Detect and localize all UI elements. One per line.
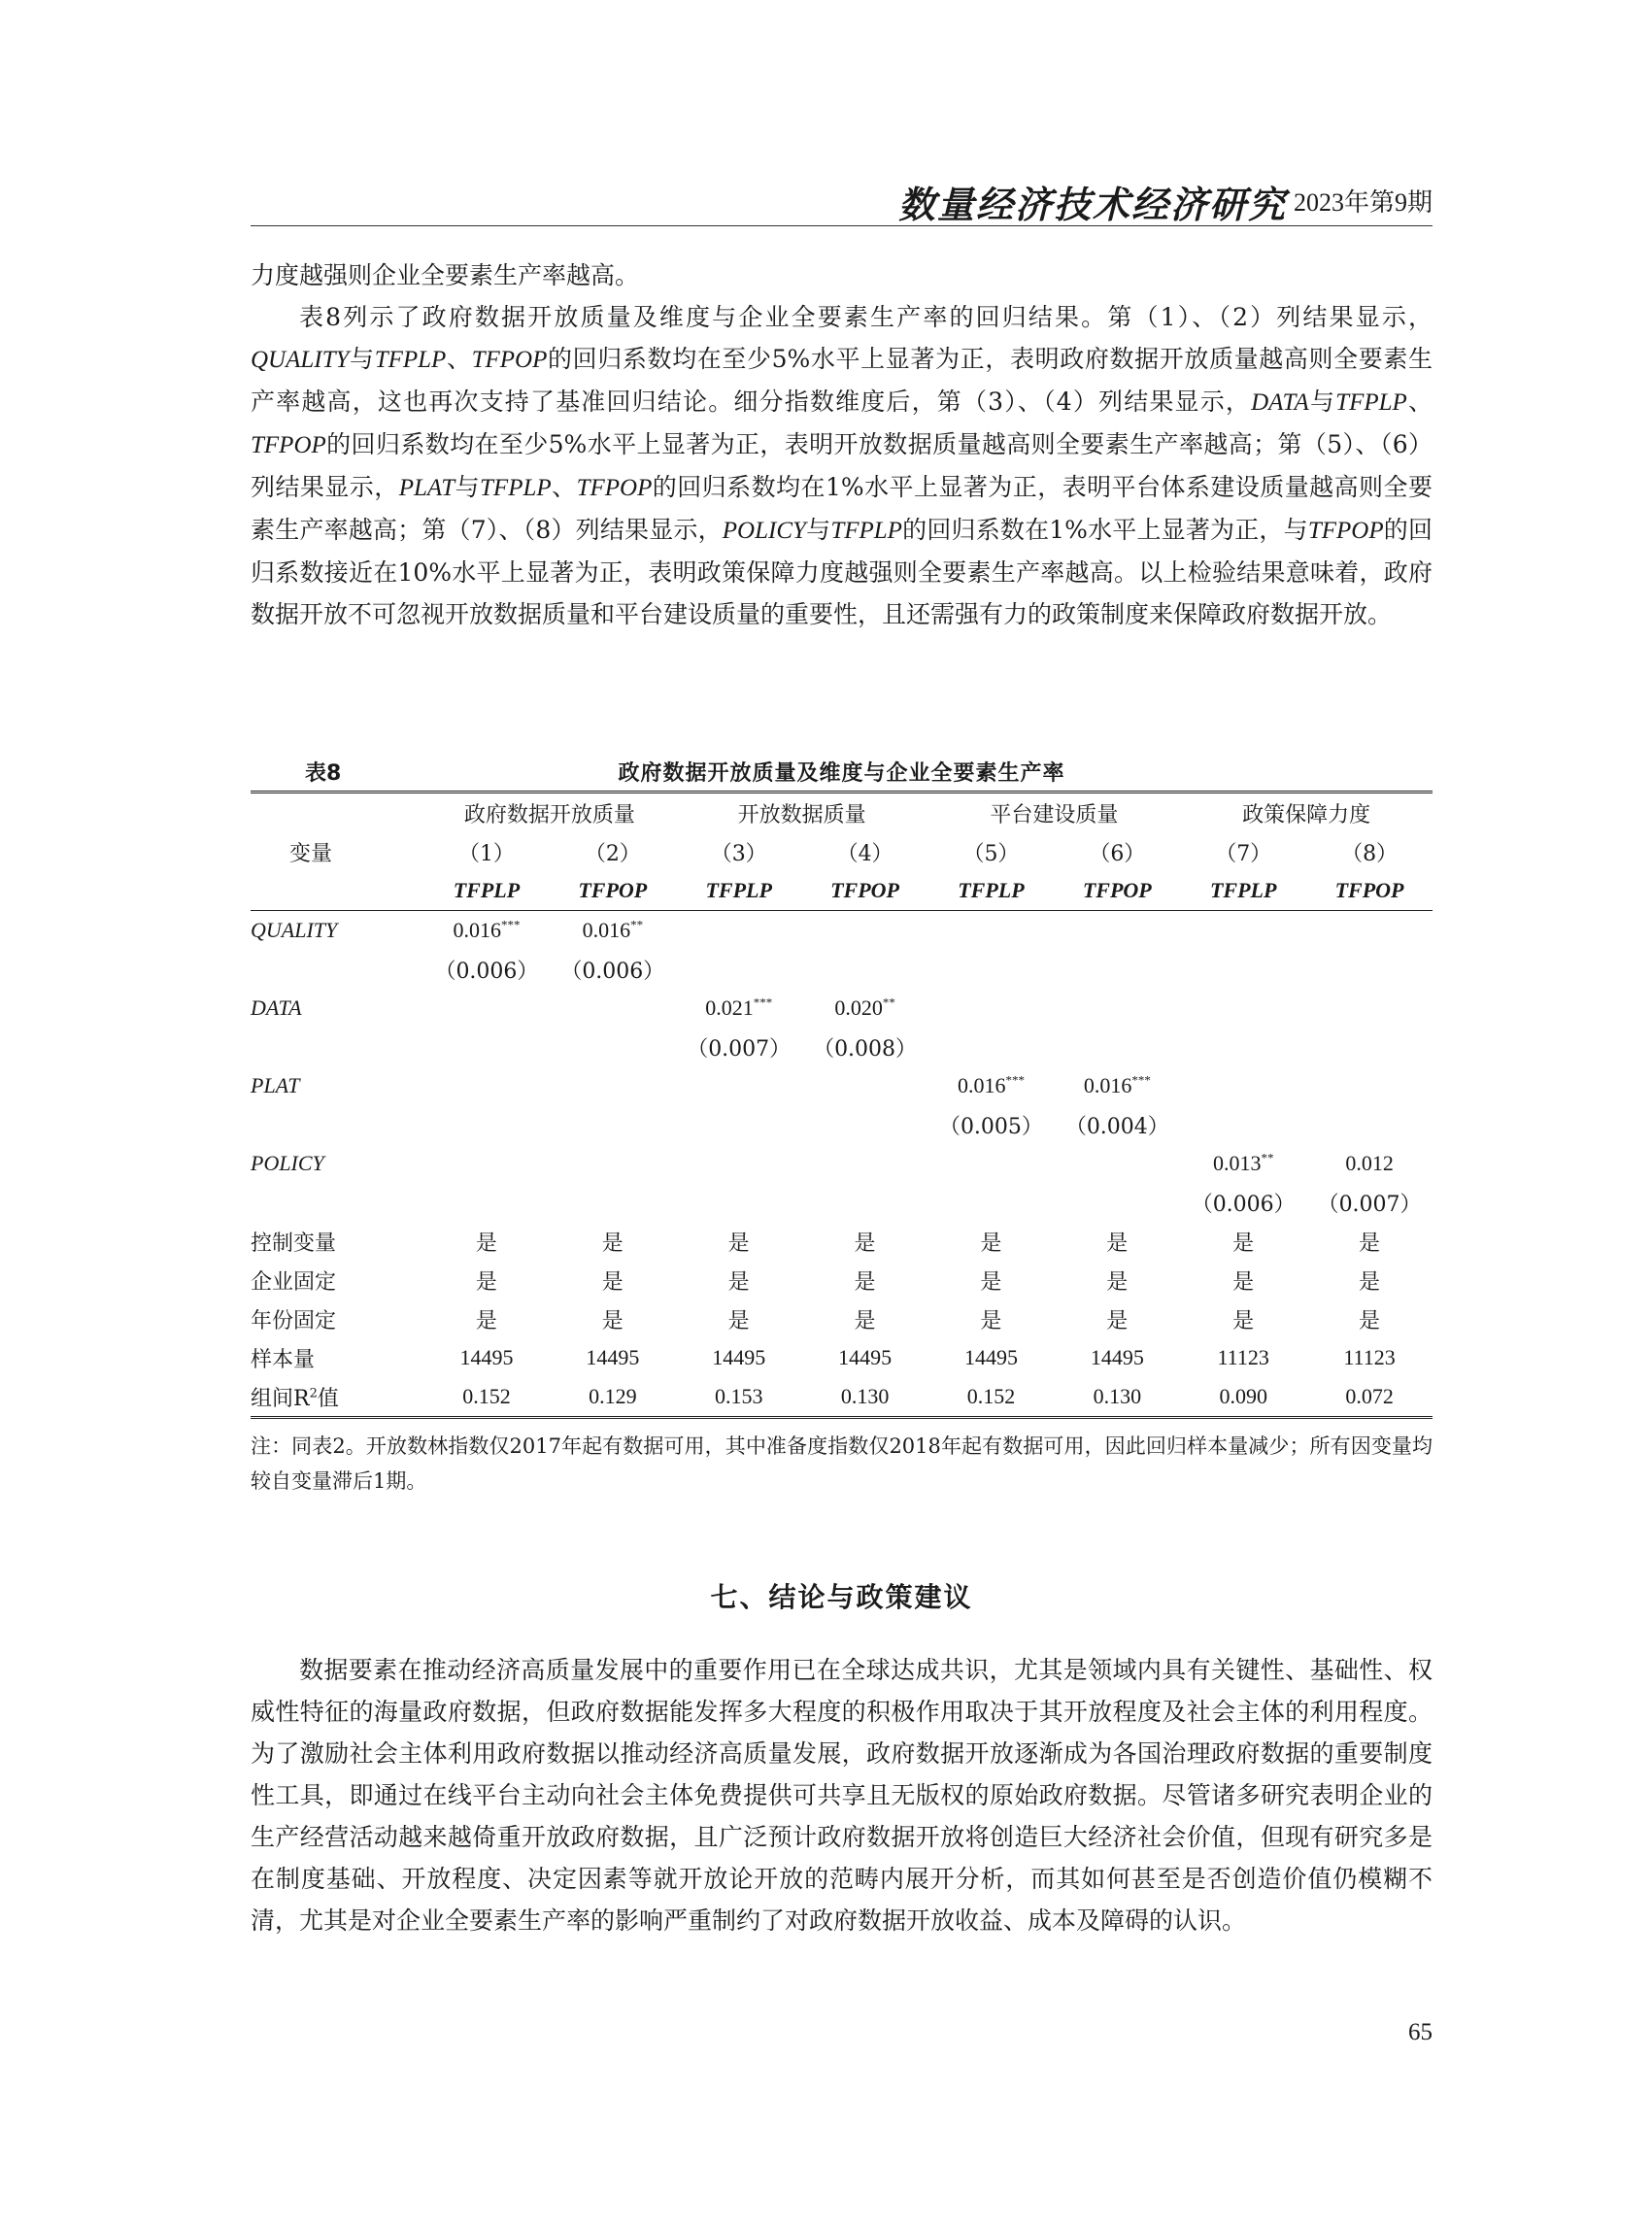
stat-value: 是 (1106, 1231, 1129, 1256)
stat-value: 是 (727, 1308, 750, 1333)
standard-error (802, 950, 928, 989)
r-squared-value: 0.130 (1054, 1377, 1180, 1418)
standard-error: （0.006） (434, 959, 539, 984)
standard-error (423, 1028, 550, 1066)
coefficient (1180, 989, 1306, 1028)
r-squared-value: 0.090 (1180, 1377, 1306, 1418)
coefficient (1306, 1066, 1433, 1105)
stat-value: 是 (854, 1308, 876, 1333)
regressor-name: DATA (251, 995, 302, 1020)
regressor-name: PLAT (251, 1073, 300, 1097)
standard-error (1306, 1028, 1433, 1066)
standard-error (1054, 1183, 1180, 1222)
stat-value: 是 (727, 1269, 750, 1295)
coefficient (928, 989, 1055, 1028)
stat-value: 是 (1359, 1308, 1381, 1333)
coefficient (1054, 911, 1180, 951)
stat-value: 是 (980, 1308, 1002, 1333)
blank-cell (251, 1028, 423, 1066)
blank-cell (251, 950, 423, 989)
coef-value: 0.021 (705, 995, 754, 1020)
coefficient (1054, 1144, 1180, 1183)
significance-stars: ** (1261, 1150, 1274, 1165)
coefficient (928, 1144, 1055, 1183)
stat-value: 是 (854, 1269, 876, 1295)
standard-error: （0.006） (560, 959, 665, 984)
coefficient (802, 1066, 928, 1105)
coefficient (802, 911, 928, 951)
standard-error (802, 1183, 928, 1222)
results-paragraph (251, 296, 1433, 635)
stat-value: 是 (1232, 1308, 1255, 1333)
standard-error (1180, 1028, 1306, 1066)
coefficient (423, 911, 550, 951)
variable-name: TFPOP (251, 432, 326, 458)
text-run: 与 (455, 473, 481, 501)
coefficient (802, 1144, 928, 1183)
significance-stars: *** (500, 917, 521, 932)
column-number: （3） (710, 841, 767, 866)
table-note: 注：同表2。开放数林指数仅2017年起有数据可用，其中准备度指数仅2018年起有数据可用，因此回归样本量减少；所有因变量均较自变量滞后1期。 (251, 1434, 1433, 1493)
stat-value: 是 (980, 1231, 1002, 1256)
coefficient (1180, 911, 1306, 951)
standard-error (1180, 950, 1306, 989)
stat-label: 样本量 (251, 1347, 316, 1372)
coefficient (802, 989, 928, 1028)
stat-value: 是 (727, 1231, 750, 1256)
variable-name: TFPOP (1307, 518, 1384, 544)
coef-value: 0.016 (453, 918, 501, 942)
stat-value: 11123 (1343, 1345, 1396, 1369)
group-header: 政策保障力度 (1180, 793, 1433, 833)
text-run: 的回归系数均在至少5%水平上显著为正，表明开放数据质量越高则全要素生产率越高；第（5）、（6）列结果显示， (251, 430, 1433, 501)
stat-value: 是 (854, 1231, 876, 1256)
coef-value: 0.016 (582, 918, 631, 942)
significance-stars: ** (882, 995, 895, 1010)
standard-error: （0.006） (1191, 1192, 1296, 1217)
coef-value: 0.013 (1212, 1151, 1262, 1175)
coefficient (423, 1144, 550, 1183)
coefficient (676, 1144, 802, 1183)
column-number: （2） (584, 841, 641, 866)
coefficient (1306, 911, 1433, 951)
r-squared-value: 0.129 (550, 1377, 676, 1418)
r-squared-label-part: 组间R (251, 1386, 310, 1411)
standard-error (550, 1105, 676, 1144)
coefficient (550, 1066, 676, 1105)
variable-name: TFPLP (830, 518, 902, 544)
intro-line: 力度越强则企业全要素生产率越高。 (251, 261, 640, 289)
standard-error: （0.007） (1317, 1192, 1422, 1217)
standard-error (676, 1105, 802, 1144)
coefficient (1054, 989, 1180, 1028)
coefficient (676, 911, 802, 951)
text-run: 、 (446, 345, 472, 373)
stat-value: 14495 (459, 1345, 514, 1369)
variable-name: TFPOP (576, 475, 653, 501)
body-text-bottom (251, 1649, 1433, 1941)
significance-stars: *** (753, 995, 773, 1010)
dependent-variable: TFPLP (423, 871, 550, 911)
standard-error (1180, 1105, 1306, 1144)
standard-error (928, 950, 1055, 989)
header-rule (251, 225, 1433, 226)
regressor-name: POLICY (251, 1151, 324, 1175)
dependent-variable: TFPLP (1180, 871, 1306, 911)
stat-value: 11123 (1217, 1345, 1269, 1369)
column-number: （8） (1341, 841, 1399, 866)
stat-value: 是 (1106, 1308, 1129, 1333)
stat-value: 是 (475, 1308, 497, 1333)
standard-error (423, 1183, 550, 1222)
standard-error (423, 1105, 550, 1144)
regressor-name: QUALITY (251, 918, 338, 942)
standard-error (928, 1028, 1055, 1066)
coefficient (550, 911, 676, 951)
body-text-top (251, 254, 1433, 635)
coefficient (1054, 1066, 1180, 1105)
dependent-variable: TFPOP (802, 871, 928, 911)
standard-error: （0.004） (1064, 1114, 1169, 1139)
r-squared-label-part: 2 (309, 1386, 318, 1401)
group-header: 开放数据质量 (676, 793, 928, 833)
text-run: 的回归系数接近在10%水平上显著为正，表明政策保障力度越强则全要素生产率越高。以上检验结果意味着，政府数据开放不可忽视开放数据质量和平台建设质量的重要性，且还需强有力的政策制度来保障政府数据开放。 (251, 516, 1433, 628)
coefficient (928, 1066, 1055, 1105)
blank-cell (251, 1105, 423, 1144)
stat-label: 控制变量 (251, 1231, 337, 1256)
coef-value: 0.020 (834, 995, 883, 1020)
coefficient (423, 1066, 550, 1105)
column-number: （7） (1215, 841, 1272, 866)
stat-value: 14495 (838, 1345, 893, 1369)
variable-name: PLAT (398, 475, 455, 501)
variable-name: TFPOP (471, 347, 548, 373)
text-run: 表8列示了政府数据开放质量及维度与企业全要素生产率的回归结果。第（1）、（2）列结果显示， (299, 303, 1433, 331)
column-number: （5） (962, 841, 1020, 866)
standard-error: （0.008） (813, 1036, 918, 1062)
dependent-variable: TFPLP (676, 871, 802, 911)
significance-stars: ** (630, 917, 644, 932)
standard-error (1306, 950, 1433, 989)
blank-cell (251, 871, 423, 911)
stat-value: 是 (601, 1308, 624, 1333)
standard-error (802, 1105, 928, 1144)
section-title: 七、结论与政策建议 (710, 1581, 973, 1613)
text-run: 、 (551, 473, 577, 501)
r-squared-value: 0.152 (928, 1377, 1055, 1418)
standard-error (1054, 1028, 1180, 1066)
table-label: 表8 (305, 761, 342, 786)
dependent-variable: TFPLP (928, 871, 1055, 911)
page-header (251, 175, 1433, 225)
coef-value: 0.016 (957, 1073, 1006, 1097)
column-number: （4） (836, 841, 893, 866)
stat-value: 是 (1359, 1231, 1381, 1256)
standard-error (676, 1183, 802, 1222)
group-header: 政府数据开放质量 (423, 793, 676, 833)
stat-value: 14495 (963, 1345, 1018, 1369)
blank-cell (251, 1183, 423, 1222)
text-run: 的回归系数在1%水平上显著为正，与 (901, 516, 1308, 544)
r-squared-value: 0.153 (676, 1377, 802, 1418)
coefficient (676, 1066, 802, 1105)
coefficient (1306, 1144, 1433, 1183)
stat-label: 年份固定 (251, 1308, 337, 1333)
text-run: 、 (1406, 388, 1433, 416)
coefficient (676, 989, 802, 1028)
stat-value: 是 (1359, 1269, 1381, 1295)
variable-name: POLICY (722, 518, 806, 544)
coefficient (423, 989, 550, 1028)
r-squared-value: 0.072 (1306, 1377, 1433, 1418)
issue-label: 2023年第9期 (1293, 188, 1433, 217)
variable-name: QUALITY (251, 347, 350, 373)
coefficient (550, 1144, 676, 1183)
coefficient (550, 989, 676, 1028)
standard-error (928, 1183, 1055, 1222)
r-squared-label-part: 值 (317, 1386, 339, 1411)
stat-value: 是 (601, 1231, 624, 1256)
text-run: 与 (805, 516, 831, 544)
journal-title: 数量经济技术经济研究 (897, 183, 1287, 226)
r-squared-value: 0.152 (423, 1377, 550, 1418)
dependent-variable: TFPOP (1306, 871, 1433, 911)
text-run: 的回归系数均在至少5%水平上显著为正，表明政府数据开放质量越高则全要素生产率越高，这也再次支持了基准回归结论。细分指数维度后，第（3）、（4）列结果显示， (251, 345, 1433, 416)
group-header: 平台建设质量 (928, 793, 1181, 833)
standard-error (1306, 1105, 1433, 1144)
coefficient (1180, 1144, 1306, 1183)
stat-value: 是 (1232, 1269, 1255, 1295)
variable-name: TFPLP (374, 347, 447, 373)
variable-name: TFPLP (480, 475, 552, 501)
corner-cell (251, 793, 423, 833)
r-squared-label (251, 1377, 423, 1418)
page-number: 65 (1408, 2019, 1433, 2045)
standard-error (550, 1028, 676, 1066)
variable-header: 变量 (289, 841, 333, 866)
standard-error (1054, 950, 1180, 989)
stat-value: 是 (475, 1231, 497, 1256)
regression-table (251, 791, 1433, 1419)
variable-name: TFPLP (1335, 389, 1407, 416)
dependent-variable: TFPOP (550, 871, 676, 911)
table-title: 政府数据开放质量及维度与企业全要素生产率 (618, 761, 1065, 786)
stat-value: 是 (1106, 1269, 1129, 1295)
text-run: 与 (349, 345, 375, 373)
stat-value: 14495 (712, 1345, 766, 1369)
text-run: 的回归系数均在1%水平上显著为正，表明平台体系建设质量越高则全要素生产率越高；第（7）、（8）列结果显示， (251, 473, 1433, 544)
standard-error: （0.005） (938, 1114, 1043, 1139)
standard-error: （0.007） (687, 1036, 792, 1062)
r-squared-value: 0.130 (802, 1377, 928, 1418)
stat-value: 14495 (586, 1345, 640, 1369)
stat-value: 是 (1232, 1231, 1255, 1256)
text-run: 与 (1308, 388, 1336, 416)
significance-stars: *** (1131, 1072, 1151, 1088)
stat-value: 是 (475, 1269, 497, 1295)
coef-value: 0.012 (1345, 1151, 1394, 1175)
stat-label: 企业固定 (251, 1269, 337, 1295)
dependent-variable: TFPOP (1054, 871, 1180, 911)
significance-stars: *** (1005, 1072, 1025, 1088)
stat-value: 是 (980, 1269, 1002, 1295)
stat-value: 是 (601, 1269, 624, 1295)
variable-name: DATA (1251, 389, 1309, 416)
coefficient (1306, 989, 1433, 1028)
column-number: （6） (1089, 841, 1146, 866)
coef-value: 0.016 (1083, 1073, 1132, 1097)
coefficient (928, 911, 1055, 951)
standard-error (676, 950, 802, 989)
conclusion-paragraph: 数据要素在推动经济高质量发展中的重要作用已在全球达成共识，尤其是领域内具有关键性、基础性、权威性特征的海量政府数据，但政府数据能发挥多大程度的积极作用取决于其开放程度及社会主体的利用程度。为了激励社会主体利用政府数据以推动经济高质量发展，政府数据开放逐渐成为各国治理政府数据的重要制度性工具，即通过在线平台主动向社会主体免费提供可共享且无版权的原始政府数据。尽管诸多研究表明企业的生产经营活动越来越倚重开放政府数据，且广泛预计政府数据开放将创造巨大经济社会价值，但现有研究多是在制度基础、开放程度、决定因素等就开放论开放的范畴内展开分析，而其如何甚至是否创造价值仍模糊不清，尤其是对企业全要素生产率的影响严重制约了对政府数据开放收益、成本及障碍的认识。 (251, 1656, 1433, 1935)
table-caption (251, 753, 1433, 788)
coefficient (1180, 1066, 1306, 1105)
standard-error (550, 1183, 676, 1222)
column-number: （1） (457, 841, 515, 866)
stat-value: 14495 (1090, 1345, 1144, 1369)
